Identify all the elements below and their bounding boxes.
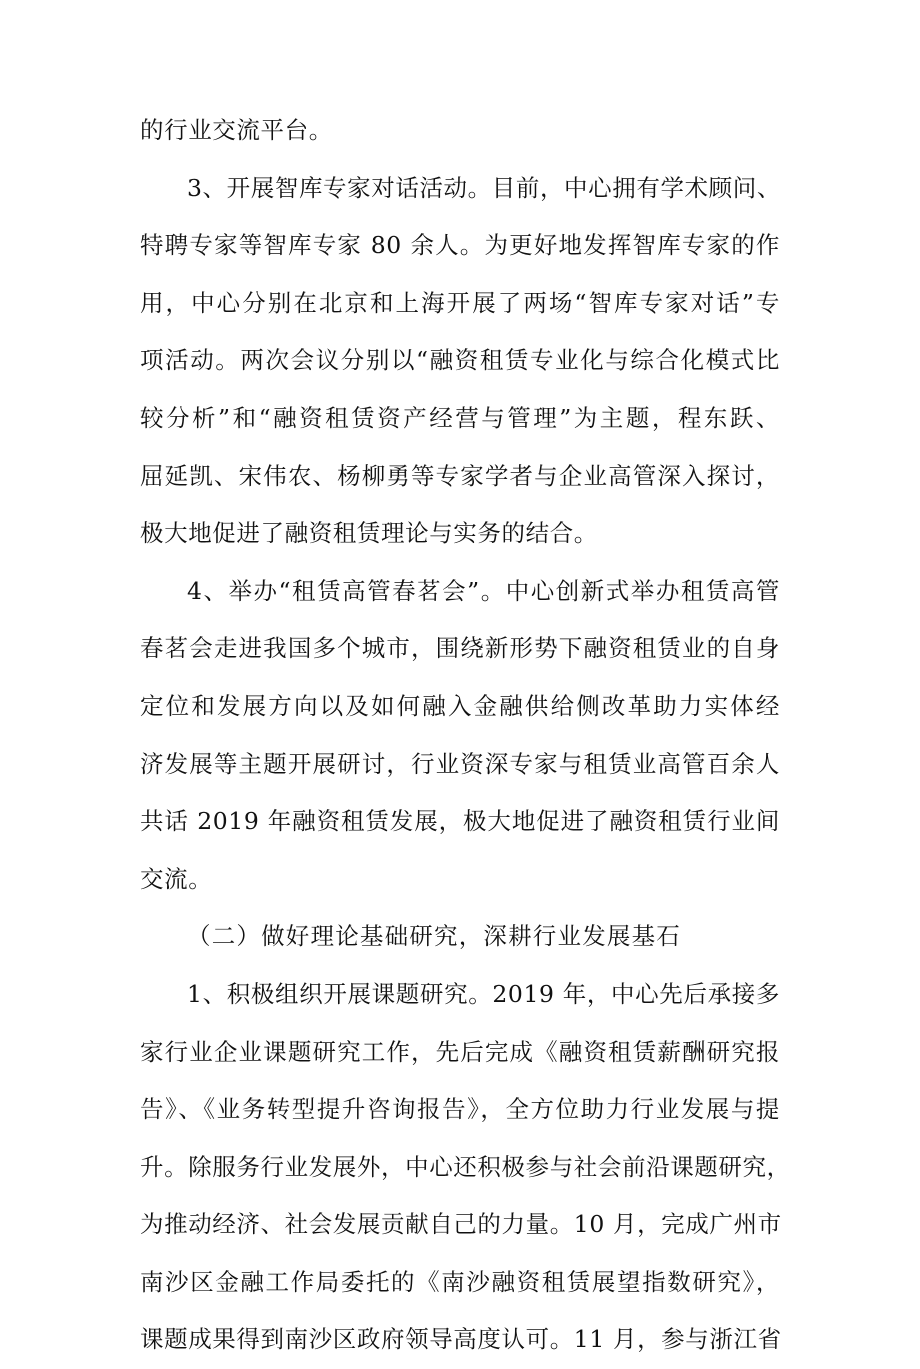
text-line: 3、开展智库专家对话活动。目前，中心拥有学术顾问、 [187,173,781,202]
text-line: 的行业交流平台。 [140,116,333,144]
text-line: 为推动经济、社会发展贡献自己的力量。10 月，完成广州市 [140,1210,782,1239]
text-line: 南沙区金融工作局委托的《南沙融资租赁展望指数研究》， [140,1267,780,1296]
text-line: 课题成果得到南沙区政府领导高度认可。11 月，参与浙江省 [140,1325,782,1354]
text-line: 告》、《业务转型提升咨询报告》，全方位助力行业发展与提 [140,1095,780,1124]
document-body [140,102,791,1369]
text-line: 4、举办“租赁高管春茗会”。中心创新式举办租赁高管 [187,576,780,605]
text-line: 济发展等主题开展研讨，行业资深专家与租赁业高管百余人 [140,749,780,778]
text-line: 共话 2019 年融资租赁发展，极大地促进了融资租赁行业间 [140,807,780,836]
section-heading: （二）做好理论基础研究，深耕行业发展基石 [187,922,681,951]
text-line: 项活动。两次会议分别以“融资租赁专业化与综合化模式比 [140,346,780,375]
text-line: 家行业企业课题研究工作，先后完成《融资租赁薪酬研究报 [140,1037,780,1066]
text-line: 极大地促进了融资租赁理论与实务的结合。 [140,519,598,548]
text-line: 特聘专家等智库专家 80 余人。为更好地发挥智库专家的作 [140,231,780,260]
text-line: 升。除服务行业发展外，中心还积极参与社会前沿课题研究， [140,1152,791,1181]
text-line: 交流。 [140,864,213,893]
text-line: 1、积极组织开展课题研究。2019 年，中心先后承接多 [187,979,780,1008]
text-line: 较分析”和“融资租赁资产经营与管理”为主题，程东跃、 [140,403,780,432]
text-line: 用，中心分别在北京和上海开展了两场“智库专家对话”专 [140,288,780,317]
text-line: 屈延凯、宋伟农、杨柳勇等专家学者与企业高管深入探讨， [140,461,780,490]
text-line: 定位和发展方向以及如何融入金融供给侧改革助力实体经 [140,691,780,720]
text-line: 春茗会走进我国多个城市，围绕新形势下融资租赁业的自身 [140,634,780,663]
